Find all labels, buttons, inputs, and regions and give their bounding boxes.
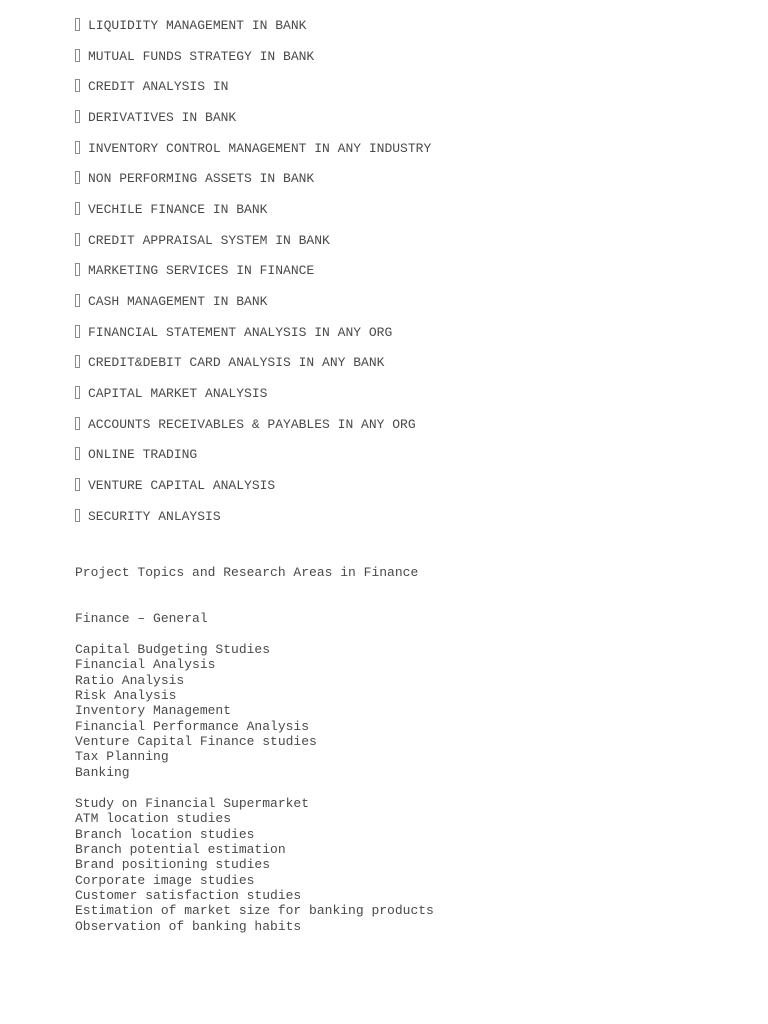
list-item: Venture Capital Finance studies — [75, 734, 317, 750]
list-item: Estimation of market size for banking products — [75, 903, 434, 919]
bullet-item-label: VECHILE FINANCE IN BANK — [88, 201, 268, 217]
bullet-item — [75, 10, 431, 41]
section-title: Project Topics and Research Areas in Finance — [75, 565, 419, 580]
bullet-icon — [75, 325, 80, 338]
bullet-icon — [75, 478, 80, 491]
list-item: Corporate image studies — [75, 872, 255, 888]
bullet-icon — [75, 509, 80, 522]
bullet-icon — [75, 263, 80, 276]
bullet-icon — [75, 141, 80, 154]
bullet-icon — [75, 355, 80, 368]
list-item: Study on Financial Supermarket — [75, 796, 310, 811]
list-item: Financial Analysis — [75, 657, 216, 673]
bullet-item-label: INVENTORY CONTROL MANAGEMENT IN ANY INDUSTRY — [88, 140, 432, 156]
bullet-icon — [75, 417, 80, 430]
general-topics-list — [75, 642, 317, 780]
bullet-item — [75, 378, 431, 409]
list-item: Tax Planning — [75, 749, 169, 765]
bullet-item — [75, 256, 431, 287]
bullet-item — [75, 41, 431, 72]
banking-topics-list — [75, 796, 434, 934]
bullet-item — [75, 470, 431, 501]
bullet-item — [75, 440, 431, 471]
bullet-icon — [75, 233, 80, 246]
bullet-item-label: FINANCIAL STATEMENT ANALYSIS IN ANY ORG — [88, 324, 393, 340]
bullet-item-label: DERIVATIVES IN BANK — [88, 109, 237, 125]
list-item: Financial Performance Analysis — [75, 718, 310, 734]
bullet-icon — [75, 294, 80, 307]
bullet-item — [75, 133, 431, 164]
bullet-item — [75, 225, 431, 256]
bullet-icon — [75, 110, 80, 123]
bullet-item-label: NON PERFORMING ASSETS IN BANK — [88, 171, 315, 187]
bullet-item — [75, 317, 431, 348]
list-item: Inventory Management — [75, 703, 232, 719]
bullet-item-label: MUTUAL FUNDS STRATEGY IN BANK — [88, 48, 315, 64]
bullet-icon — [75, 79, 80, 92]
bullet-item — [75, 163, 431, 194]
list-item: Ratio Analysis — [75, 672, 185, 688]
bullet-item-label: CAPITAL MARKET ANALYSIS — [88, 386, 268, 402]
bullet-icon — [75, 171, 80, 184]
list-item: Risk Analysis — [75, 688, 177, 704]
bullet-item — [75, 348, 431, 379]
bullet-icon — [75, 447, 80, 460]
bullet-item — [75, 102, 431, 133]
list-item: Customer satisfaction studies — [75, 888, 302, 904]
topic-bullet-list — [75, 10, 431, 532]
bullet-icon — [75, 18, 80, 31]
bullet-item — [75, 286, 431, 317]
subsection-title: Finance – General — [75, 611, 208, 626]
list-item: Brand positioning studies — [75, 857, 271, 873]
bullet-item-label: VENTURE CAPITAL ANALYSIS — [88, 478, 276, 494]
bullet-item — [75, 501, 431, 532]
bullet-item-label: CREDIT APPRAISAL SYSTEM IN BANK — [88, 232, 330, 248]
bullet-item-label: LIQUIDITY MANAGEMENT IN BANK — [88, 17, 307, 33]
list-item: Branch location studies — [75, 826, 255, 842]
bullet-item-label: MARKETING SERVICES IN FINANCE — [88, 263, 315, 279]
bullet-item-label: ACCOUNTS RECEIVABLES & PAYABLES IN ANY ORG — [88, 416, 416, 432]
bullet-icon — [75, 49, 80, 62]
bullet-item-label: CREDIT ANALYSIS IN — [88, 79, 229, 95]
bullet-item-label: CREDIT&DEBIT CARD ANALYSIS IN ANY BANK — [88, 355, 385, 371]
bullet-icon — [75, 202, 80, 215]
list-item: Banking — [75, 764, 130, 780]
bullet-item-label: ONLINE TRADING — [88, 447, 198, 463]
bullet-icon — [75, 386, 80, 399]
bullet-item-label: CASH MANAGEMENT IN BANK — [88, 294, 268, 310]
list-item: ATM location studies — [75, 811, 232, 827]
bullet-item-label: SECURITY ANLAYSIS — [88, 508, 221, 524]
bullet-item — [75, 409, 431, 440]
bullet-item — [75, 71, 431, 102]
list-item: Observation of banking habits — [75, 918, 302, 934]
bullet-item — [75, 194, 431, 225]
list-item: Branch potential estimation — [75, 842, 286, 858]
list-item: Capital Budgeting Studies — [75, 642, 271, 657]
